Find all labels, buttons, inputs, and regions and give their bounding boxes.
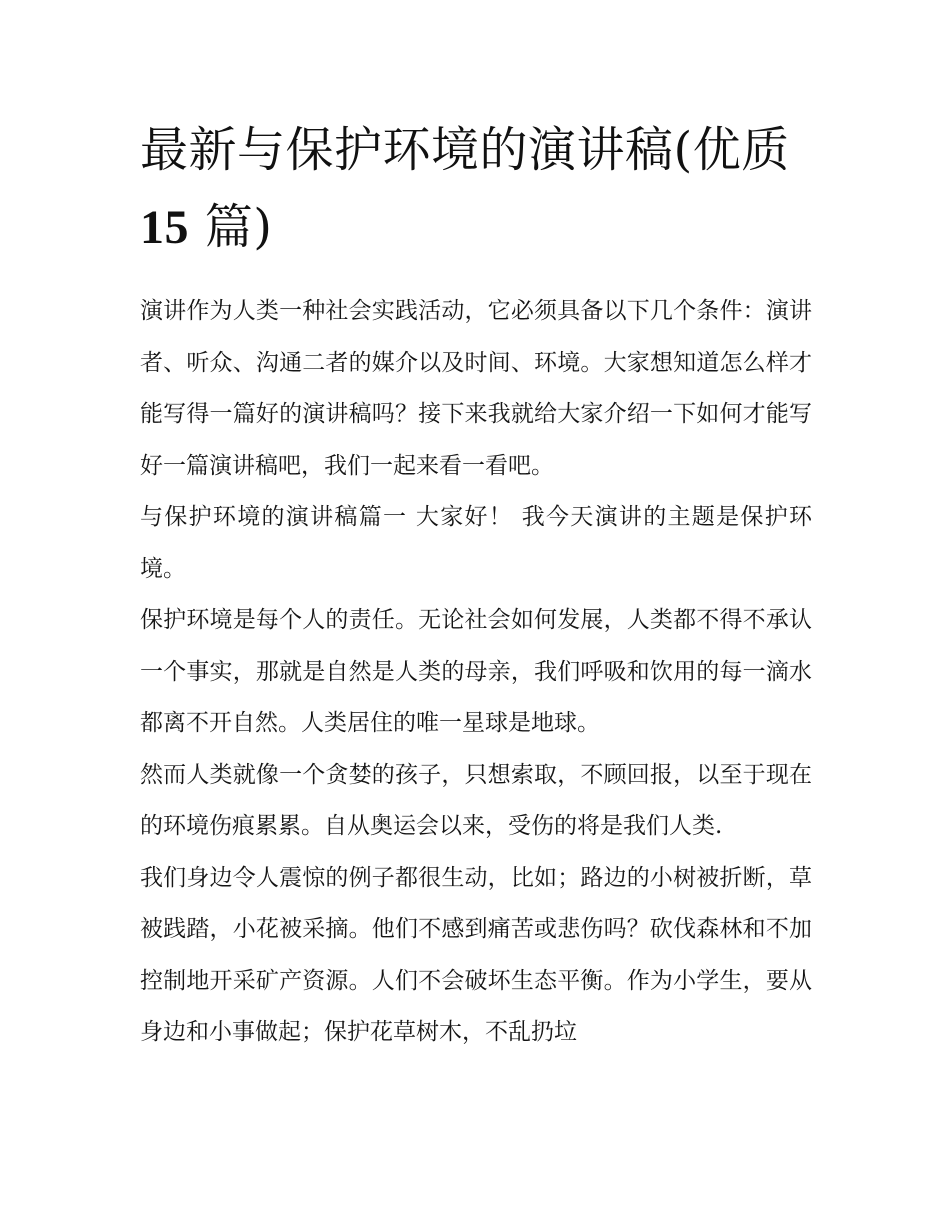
paragraph: 保护环境是每个人的责任。无论社会如何发展，人类都不得不承认一个事实，那就是自然是人类的母亲，我们呼吸和饮用的每一滴水都离不开自然。人类居住的唯一星球是地球。 — [140, 607, 812, 736]
paragraph: 与保护环境的演讲稿篇一 大家好！ 我今天演讲的主题是保护环境。 — [140, 504, 812, 582]
title-number: 15 — [140, 201, 189, 254]
paragraph: 演讲作为人类一种社会实践活动，它必须具备以下几个条件：演讲者、听众、沟通二者的媒介以及时间、环境。大家想知道怎么样才能写得一篇好的演讲稿吗？接下来我就给大家介绍一下如何才能写好一篇演讲稿吧，我们一起来看一看吧。 — [140, 298, 812, 479]
document-page — [140, 112, 812, 1059]
document-body — [140, 286, 812, 1059]
document-title — [140, 112, 812, 266]
paragraph: 然而人类就像一个贪婪的孩子，只想索取，不顾回报，以至于现在的环境伤痕累累。自从奥运会以来，受伤的将是我们人类. — [140, 761, 812, 839]
title-suffix: 篇) — [189, 199, 273, 255]
paragraph: 我们身边令人震惊的例子都很生动，比如；路边的小树被折断，草被践踏，小花被采摘。他们不感到痛苦或悲伤吗？砍伐森林和不加控制地开采矿产资源。人们不会破坏生态平衡。作为小学生，要从身边和小事做起；保护花草树木，不乱扔垃 — [140, 864, 812, 1045]
title-text: 最新与保护环境的演讲稿(优质 — [140, 122, 790, 178]
